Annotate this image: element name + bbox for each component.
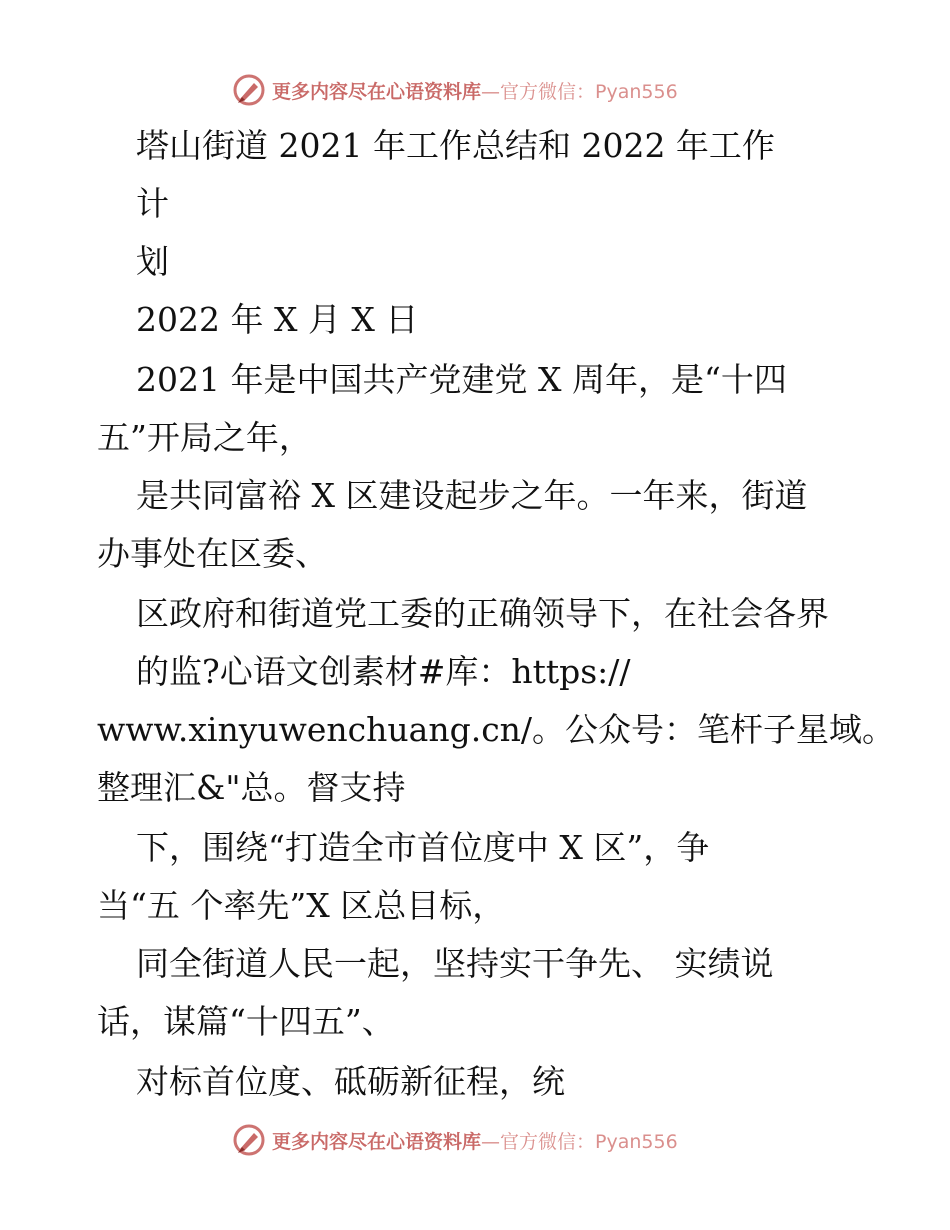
- header-watermark: [232, 72, 752, 108]
- body-line: 的监?心语文创素材#库：https://: [136, 652, 631, 691]
- body-line: 话，谋篇“十四五”、: [97, 1002, 395, 1041]
- watermark-main-text: 更多内容尽在心语资料库: [272, 1130, 482, 1153]
- watermark-sub-text: —官方微信：Pyan556: [481, 80, 678, 103]
- pen-logo-icon: [232, 1123, 266, 1157]
- body-line: 是共同富裕 X 区建设起步之年。一年来，街道: [136, 476, 808, 515]
- footer-watermark: [232, 1122, 752, 1158]
- title-line-1: 塔山街道 2021 年工作总结和 2022 年工作: [136, 126, 775, 165]
- watermark-main-text: 更多内容尽在心语资料库: [272, 80, 482, 103]
- pen-logo-icon: [232, 73, 266, 107]
- date-line: 2022 年 X 月 X 日: [136, 300, 419, 339]
- body-line: 同全街道人民一起，坚持实干争先、 实绩说: [136, 944, 774, 983]
- body-line: 2021 年是中国共产党建党 X 周年，是“十四: [136, 360, 787, 399]
- body-line: 当“五 个率先”X 区总目标，: [97, 886, 506, 925]
- body-line: www.xinyuwenchuang.cn/。公众号：笔杆子星域。: [97, 710, 896, 749]
- body-line: 区政府和街道党工委的正确领导下，在社会各界: [136, 594, 829, 633]
- body-line: 五”开局之年，: [97, 418, 312, 457]
- watermark-sub-text: —官方微信：Pyan556: [481, 1130, 678, 1153]
- title-line-3: 划: [136, 242, 169, 281]
- body-line: 下，围绕“打造全市首位度中 X 区”，争: [136, 828, 710, 867]
- body-line: 对标首位度、砥砺新征程，统: [136, 1062, 565, 1101]
- body-line: 办事处在区委、: [97, 534, 328, 573]
- body-line: 整理汇&"总。督支持: [97, 768, 406, 807]
- title-line-2: 计: [136, 184, 169, 223]
